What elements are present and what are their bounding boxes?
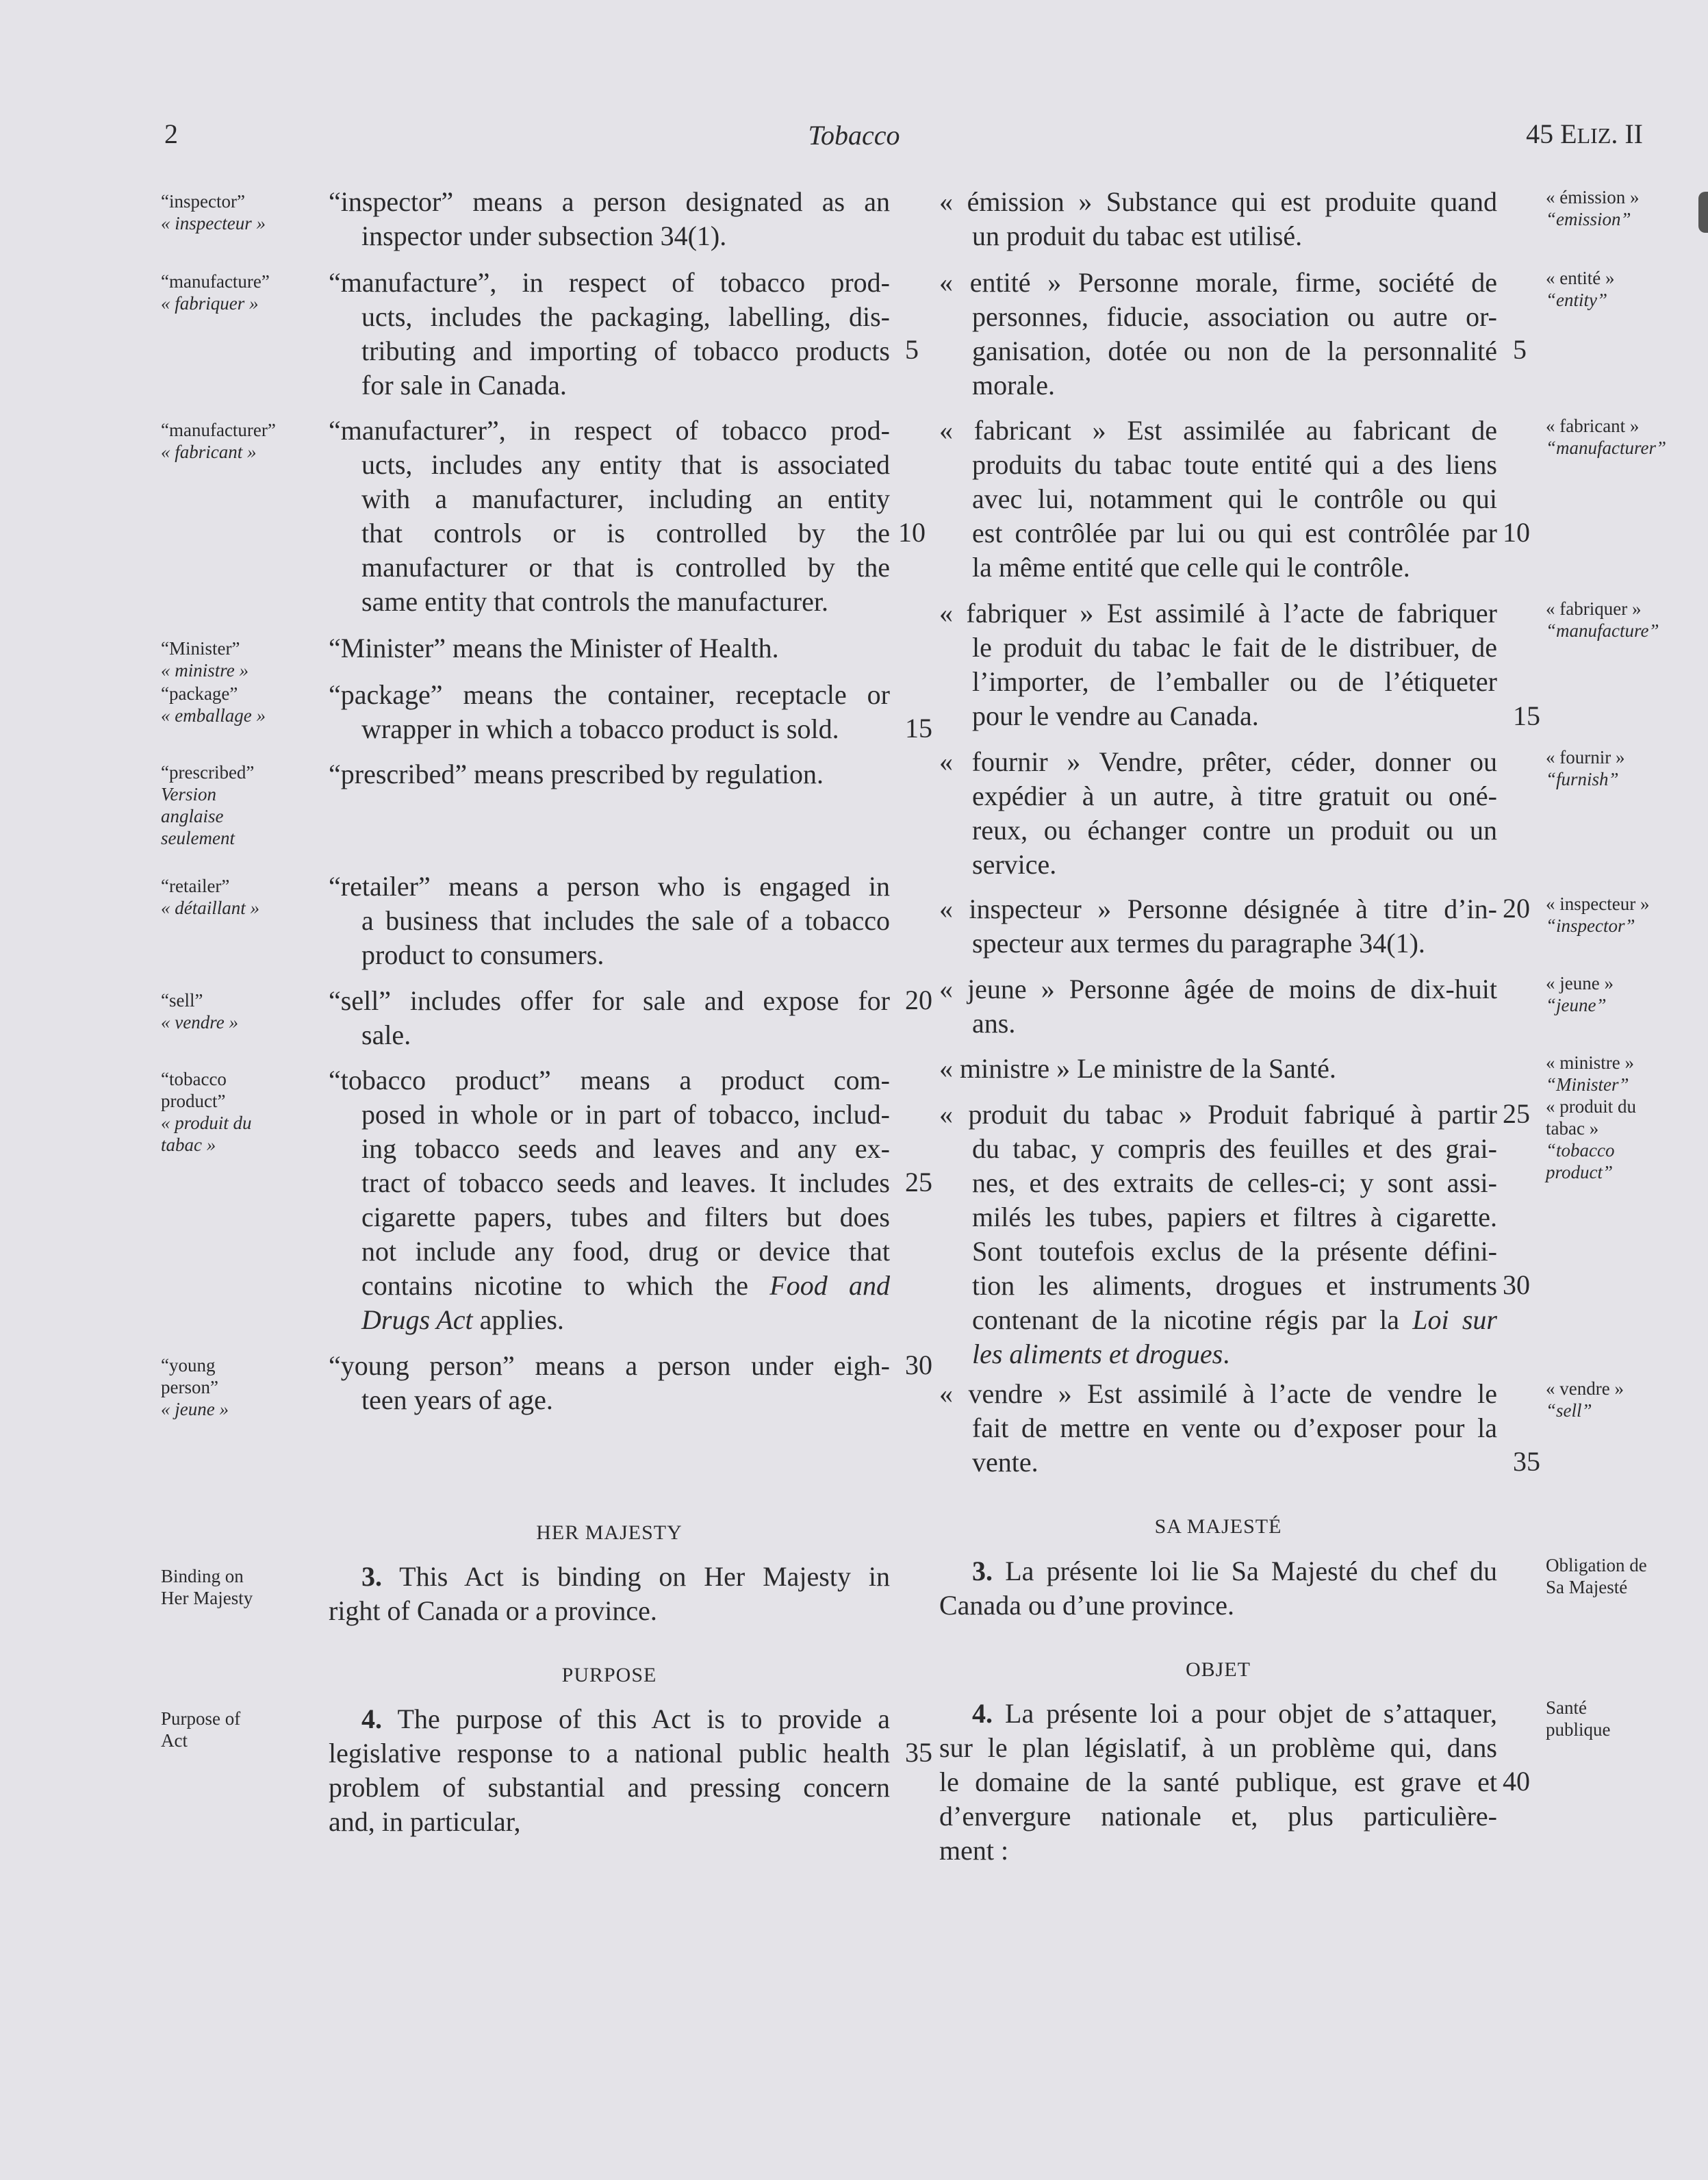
definition-fabricant <box>939 414 1497 585</box>
text-fragment: « ministre » <box>1546 1052 1634 1073</box>
text-fragment: les aliments et drogues <box>972 1339 1223 1369</box>
text-fragment: “manufacture” <box>161 271 270 292</box>
text-fragment: Loi sur <box>1412 1304 1497 1335</box>
definition-vendre <box>939 1377 1497 1480</box>
text-line: same entity that controls the manufacturer. <box>361 586 828 617</box>
text-line: « émission » Substance qui est produite quand <box>939 186 1497 217</box>
text-line: tion les aliments, drogues et instruments <box>972 1270 1497 1301</box>
text-line: product to consumers. <box>361 939 604 970</box>
text-fragment: Purpose of <box>161 1708 241 1729</box>
margin-note-ministre-produit <box>1546 1052 1696 1183</box>
margin-note-package <box>161 683 308 726</box>
text-fragment: “tobacco <box>1546 1140 1615 1161</box>
text-fragment: “emission” <box>1546 209 1631 229</box>
margin-note-entite <box>1546 267 1696 311</box>
section-4-english <box>329 1702 890 1839</box>
text-line <box>329 1269 890 1303</box>
text-line: produits du tabac toute entité qui a des liens <box>972 449 1497 480</box>
text-fragment: This Act is binding on Her Majesty in <box>382 1561 890 1592</box>
margin-note-purpose <box>161 1708 308 1751</box>
text-fragment: “tobacco <box>161 1069 227 1089</box>
text-line: that controls or is controlled by the <box>361 518 890 548</box>
text-line: avec lui, notamment qui le contrôle ou qui <box>972 483 1497 514</box>
text-fragment: Sa Majesté <box>1546 1577 1628 1597</box>
margin-note-minister <box>161 637 308 681</box>
text-fragment: Drugs Act <box>361 1304 473 1335</box>
text-line: right of Canada or a province. <box>329 1595 657 1626</box>
text-fragment: 4. <box>972 1698 993 1729</box>
margin-note-fournir <box>1546 746 1696 790</box>
text-line: a business that includes the sale of a tobacco <box>361 905 890 936</box>
text-fragment: “prescribed” <box>161 762 255 783</box>
text-fragment: . <box>1223 1339 1230 1369</box>
line-number: 15 <box>1513 700 1540 731</box>
text-line: legislative response to a national public health <box>329 1738 890 1769</box>
margin-note-young-person <box>161 1354 308 1420</box>
text-fragment: Santé <box>1546 1697 1587 1718</box>
text-line: « entité » Personne morale, firme, société de <box>939 267 1497 298</box>
page-number: 2 <box>164 118 178 149</box>
line-number: 25 <box>1503 1098 1530 1129</box>
text-line: d’envergure nationale et, plus particulière- <box>939 1801 1497 1832</box>
text-fragment: « fabricant » <box>161 442 257 462</box>
text-line <box>939 1697 1497 1731</box>
text-fragment: « jeune » <box>161 1399 229 1419</box>
text-fragment: 4. <box>361 1703 382 1734</box>
section-heading-objet: OBJET <box>1186 1658 1251 1681</box>
text-fragment: tabac » <box>1546 1118 1599 1139</box>
margin-note-vendre <box>1546 1378 1696 1421</box>
text-line: le domaine de la santé publique, est grave et <box>939 1766 1497 1797</box>
text-fragment: “furnish” <box>1546 769 1619 789</box>
text-fragment: LIZ <box>1577 123 1611 148</box>
text-line: “retailer” means a person who is engaged in <box>329 871 890 902</box>
text-fragment: « ministre » <box>161 660 248 681</box>
margin-note-fabricant <box>1546 415 1696 459</box>
line-number: 25 <box>905 1167 932 1197</box>
margin-note-sell <box>161 989 308 1033</box>
text-line: wrapper in which a tobacco product is sold. <box>361 713 839 744</box>
margin-note-inspecteur <box>1546 893 1696 937</box>
text-line: Canada ou d’une province. <box>939 1590 1234 1621</box>
text-line: « fabricant » Est assimilée au fabricant de <box>939 415 1497 446</box>
text-fragment: anglaise <box>161 806 224 826</box>
text-line: ans. <box>972 1008 1016 1039</box>
text-fragment: “Minister” <box>161 638 240 659</box>
text-line: for sale in Canada. <box>361 370 567 401</box>
section-heading-sa-majeste: SA MAJESTÉ <box>1154 1515 1282 1538</box>
text-fragment: « inspecteur » <box>1546 893 1650 914</box>
text-line: « produit du tabac » Produit fabriqué à partir <box>939 1099 1497 1130</box>
text-fragment: Version <box>161 784 216 804</box>
text-fragment: “manufacturer” <box>1546 438 1667 458</box>
text-fragment: 3. <box>361 1561 382 1592</box>
text-line: “manufacturer”, in respect of tobacco prod- <box>329 415 890 446</box>
margin-note-manufacturer <box>161 419 308 463</box>
text-line: « jeune » Personne âgée de moins de dix-huit <box>939 974 1497 1004</box>
margin-note-retailer <box>161 875 308 919</box>
text-line <box>329 1303 890 1337</box>
text-line: un produit du tabac est utilisé. <box>972 220 1303 251</box>
line-number: 15 <box>905 713 932 744</box>
text-fragment: “jeune” <box>1546 995 1607 1015</box>
text-line <box>939 1337 1497 1371</box>
margin-note-manufacture <box>161 270 308 314</box>
line-number: 10 <box>898 517 926 548</box>
text-line: with a manufacturer, including an entity <box>361 483 890 514</box>
text-fragment: . II <box>1611 118 1643 149</box>
text-fragment: product” <box>1546 1162 1614 1182</box>
text-line: Sont toutefois exclus de la présente défini- <box>972 1236 1497 1267</box>
running-title: Tobacco <box>808 120 900 151</box>
text-line: cigarette papers, tubes and filters but does <box>361 1202 890 1232</box>
text-line <box>939 1554 1497 1588</box>
text-fragment: « inspecteur » <box>161 213 266 233</box>
definition-retailer <box>329 870 890 972</box>
definition-manufacturer <box>329 414 890 619</box>
text-line: ing tobacco seeds and leaves and any ex- <box>361 1133 890 1164</box>
text-fragment: publique <box>1546 1719 1611 1740</box>
text-fragment: 3. <box>972 1556 993 1586</box>
text-line: inspector under subsection 34(1). <box>361 220 727 251</box>
text-fragment: person” <box>161 1377 218 1397</box>
definition-fabriquer <box>939 596 1497 733</box>
text-fragment: The purpose of this Act is to provide a <box>382 1703 890 1734</box>
text-fragment: “young <box>161 1355 216 1376</box>
section-heading-purpose: PURPOSE <box>561 1664 657 1686</box>
definition-entite <box>939 266 1497 403</box>
text-line: milés les tubes, papiers et filtres à cigarette. <box>972 1202 1497 1232</box>
line-number: 5 <box>1513 334 1527 365</box>
text-line: problem of substantial and pressing concern <box>329 1772 890 1803</box>
text-line: tributing and importing of tobacco products <box>361 335 890 366</box>
text-line: personnes, fiducie, association ou autre or- <box>972 301 1497 332</box>
text-fragment: Obligation de <box>1546 1555 1647 1575</box>
definition-ministre <box>939 1052 1497 1086</box>
line-number: 40 <box>1503 1766 1530 1797</box>
text-fragment: « produit du <box>1546 1096 1636 1117</box>
text-fragment: « fabricant » <box>1546 416 1640 436</box>
text-line <box>939 1303 1497 1337</box>
text-fragment: tabac » <box>161 1135 216 1155</box>
text-fragment: “inspector” <box>1546 915 1635 936</box>
text-fragment: “package” <box>161 683 238 704</box>
text-fragment: “Minister” <box>1546 1074 1629 1095</box>
text-line: “manufacture”, in respect of tobacco prod- <box>329 267 890 298</box>
text-line: « vendre » Est assimilé à l’acte de vendre le <box>939 1378 1497 1409</box>
text-line: tract of tobacco seeds and leaves. It includes <box>361 1167 890 1198</box>
text-line: le produit du tabac le fait de le distribuer, de <box>972 632 1497 663</box>
text-line: sale. <box>361 1019 411 1050</box>
text-line: ganisation, dotée ou non de la personnalité <box>972 335 1497 366</box>
text-line: ucts, includes the packaging, labelling, dis- <box>361 301 890 332</box>
margin-note-obligation <box>1546 1554 1696 1598</box>
text-line: “prescribed” means prescribed by regulation. <box>329 759 824 789</box>
text-line: vente. <box>972 1447 1038 1478</box>
text-line: not include any food, drug or device that <box>361 1236 890 1267</box>
text-line: ucts, includes any entity that is associated <box>361 449 890 480</box>
text-line: “inspector” means a person designated as an <box>329 186 890 217</box>
definition-sell <box>329 984 890 1052</box>
text-fragment: “manufacturer” <box>161 420 276 440</box>
text-fragment: seulement <box>161 828 235 848</box>
text-line: morale. <box>972 370 1056 401</box>
line-number: 10 <box>1503 517 1530 548</box>
definition-minister <box>329 631 890 666</box>
margin-note-emission <box>1546 186 1696 230</box>
text-line: expédier à un autre, à titre gratuit ou oné- <box>972 781 1497 811</box>
text-fragment: La présente loi a pour objet de s’attaquer, <box>993 1698 1497 1729</box>
text-fragment: Food and <box>769 1270 890 1301</box>
text-fragment: “inspector” <box>161 191 245 212</box>
definition-package <box>329 678 890 746</box>
text-fragment: contenant de la nicotine régis par la <box>972 1304 1413 1335</box>
text-fragment: Her Majesty <box>161 1588 253 1608</box>
line-number: 30 <box>1503 1269 1530 1300</box>
text-line <box>329 1560 890 1594</box>
text-fragment: “manufacture” <box>1546 620 1659 641</box>
text-line: fait de mettre en vente ou d’exposer pour la <box>972 1412 1497 1443</box>
text-fragment: « détaillant » <box>161 898 259 918</box>
text-line: « inspecteur » Personne désignée à titre d’in- <box>939 893 1497 924</box>
text-line: est contrôlée par lui ou qui est contrôlée par <box>972 518 1497 548</box>
definition-manufacture <box>329 266 890 403</box>
section-heading-her-majesty: HER MAJESTY <box>536 1521 683 1544</box>
text-line: “young person” means a person under eigh- <box>329 1350 890 1381</box>
text-fragment: product” <box>161 1091 226 1111</box>
text-line: “package” means the container, receptacle or <box>329 679 890 710</box>
text-fragment: La présente loi lie Sa Majesté du chef du <box>993 1556 1497 1586</box>
text-fragment: « fournir » <box>1546 747 1625 768</box>
definition-produit-du-tabac <box>939 1098 1497 1371</box>
text-line: manufacturer or that is controlled by the <box>361 552 890 583</box>
text-line: sur le plan législatif, à un problème qui, dans <box>939 1732 1497 1763</box>
text-fragment: « jeune » <box>1546 973 1614 993</box>
text-line: « fournir » Vendre, prêter, céder, donner ou <box>939 746 1497 777</box>
regnal-year <box>1526 118 1643 150</box>
text-line: “sell” includes offer for sale and expose for <box>329 985 890 1016</box>
text-line: teen years of age. <box>361 1384 553 1415</box>
definition-fournir <box>939 745 1497 882</box>
line-number: 30 <box>905 1349 932 1380</box>
text-fragment: « vendre » <box>1546 1378 1624 1399</box>
text-line: ment : <box>939 1835 1009 1866</box>
text-line: service. <box>972 849 1057 880</box>
definition-young-person <box>329 1349 890 1417</box>
text-fragment: « fabriquer » <box>161 293 259 314</box>
line-number: 35 <box>905 1737 932 1768</box>
definition-prescribed <box>329 757 890 791</box>
line-number: 35 <box>1513 1446 1540 1477</box>
margin-note-binding <box>161 1565 308 1609</box>
section-4-french <box>939 1697 1497 1868</box>
text-line: “Minister” means the Minister of Health. <box>329 633 779 663</box>
text-line: posed in whole or in part of tobacco, includ- <box>361 1099 890 1130</box>
text-fragment: 45 E <box>1526 118 1577 149</box>
line-number: 20 <box>905 985 932 1015</box>
definition-inspector <box>329 185 890 253</box>
text-fragment: « émission » <box>1546 187 1640 207</box>
text-fragment: applies. <box>472 1304 564 1335</box>
text-fragment: “sell” <box>161 990 203 1011</box>
text-line: du tabac, y compris des feuilles et des grai- <box>972 1133 1497 1164</box>
text-fragment: “retailer” <box>161 876 230 896</box>
section-3-french <box>939 1554 1497 1623</box>
margin-note-prescribed <box>161 761 308 849</box>
line-number: 20 <box>1503 893 1530 924</box>
text-fragment: contains nicotine to which the <box>361 1270 770 1301</box>
text-fragment: « produit du <box>161 1113 252 1133</box>
text-line: specteur aux termes du paragraphe 34(1). <box>972 928 1425 959</box>
margin-note-inspector <box>161 190 308 234</box>
text-line: la même entité que celle qui le contrôle. <box>972 552 1410 583</box>
text-fragment: “entity” <box>1546 290 1608 310</box>
definition-tobacco-product <box>329 1063 890 1337</box>
line-number: 5 <box>905 334 919 365</box>
margin-note-tobacco-product <box>161 1068 308 1156</box>
margin-note-sante <box>1546 1697 1696 1740</box>
text-fragment: « entité » <box>1546 268 1615 288</box>
margin-note-jeune <box>1546 972 1696 1016</box>
text-line: « ministre » Le ministre de la Santé. <box>939 1053 1336 1084</box>
text-line: reux, ou échanger contre un produit ou un <box>972 815 1497 846</box>
margin-note-fabriquer <box>1546 598 1696 642</box>
text-fragment: “sell” <box>1546 1400 1592 1421</box>
definition-inspecteur <box>939 892 1497 961</box>
text-line: l’importer, de l’emballer ou de l’étiqueter <box>972 666 1497 697</box>
text-fragment: « emballage » <box>161 705 266 726</box>
text-fragment: Binding on <box>161 1566 244 1586</box>
text-fragment: Act <box>161 1730 188 1751</box>
text-fragment: « vendre » <box>161 1012 238 1032</box>
text-line: « fabriquer » Est assimilé à l’acte de fabriquer <box>939 598 1497 629</box>
definition-emission <box>939 185 1497 253</box>
page-edge-tab <box>1698 192 1708 233</box>
text-line: pour le vendre au Canada. <box>972 700 1259 731</box>
text-line <box>329 1702 890 1736</box>
text-fragment: « fabriquer » <box>1546 598 1642 619</box>
text-line: “tobacco product” means a product com- <box>329 1065 890 1095</box>
section-3-english <box>329 1560 890 1628</box>
text-line: and, in particular, <box>329 1806 521 1837</box>
text-line: nes, et des extraits de celles-ci; y sont assi- <box>972 1167 1497 1198</box>
definition-jeune <box>939 972 1497 1041</box>
